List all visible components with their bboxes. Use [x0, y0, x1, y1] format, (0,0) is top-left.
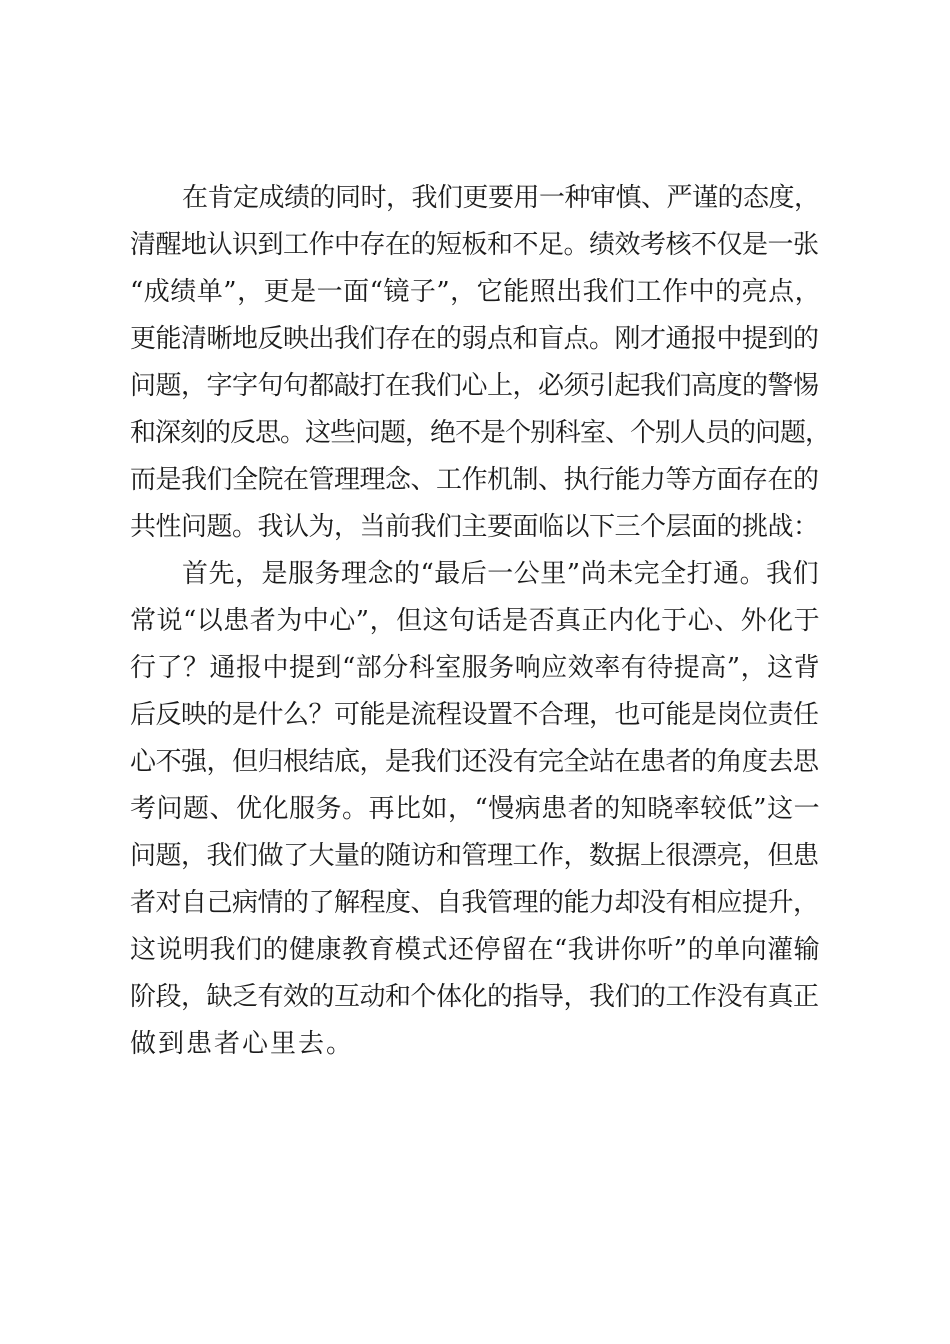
text-line: 心不强，但归根结底，是我们还没有完全站在患者的角度去思 [130, 747, 819, 777]
paragraph-1 [130, 175, 830, 551]
text-line: 首先，是服务理念的“最后一公里”尚未完全打通。我们 [182, 559, 820, 589]
text-line: 考问题、优化服务。再比如，“慢病患者的知晓率较低”这一 [130, 794, 821, 824]
text-line: 者对自己病情的了解程度、自我管理的能力却没有相应提升， [130, 888, 819, 918]
text-line: 在肯定成绩的同时，我们更要用一种审慎、严谨的态度， [182, 183, 820, 213]
text-line: 和深刻的反思。这些问题，绝不是个别科室、个别人员的问题， [130, 418, 831, 448]
text-line: 更能清晰地反映出我们存在的弱点和盲点。刚才通报中提到的 [130, 324, 819, 354]
text-line: 做到患者心里去。 [130, 1029, 355, 1059]
text-line: 问题，字字句句都敲打在我们心上，必须引起我们高度的警惕 [130, 371, 819, 401]
paragraph-2 [130, 551, 830, 1068]
text-line: 共性问题。我认为，当前我们主要面临以下三个层面的挑战： [130, 512, 819, 542]
text-line: 常说“以患者为中心”，但这句话是否真正内化于心、外化于 [130, 606, 821, 636]
text-line: 后反映的是什么？可能是流程设置不合理，也可能是岗位责任 [130, 700, 819, 730]
text-line: “成绩单”，更是一面“镜子”，它能照出我们工作中的亮点， [130, 277, 822, 307]
text-line: 问题，我们做了大量的随访和管理工作，数据上很漂亮，但患 [130, 841, 819, 871]
text-line: 而是我们全院在管理理念、工作机制、执行能力等方面存在的 [130, 465, 819, 495]
text-line: 行了？通报中提到“部分科室服务响应效率有待提高”，这背 [130, 653, 821, 683]
text-line: 阶段，缺乏有效的互动和个体化的指导，我们的工作没有真正 [130, 982, 819, 1012]
text-line: 清醒地认识到工作中存在的短板和不足。绩效考核不仅是一张 [130, 230, 819, 260]
document-body [130, 175, 830, 1068]
text-line: 这说明我们的健康教育模式还停留在“我讲你听”的单向灌输 [130, 935, 821, 965]
